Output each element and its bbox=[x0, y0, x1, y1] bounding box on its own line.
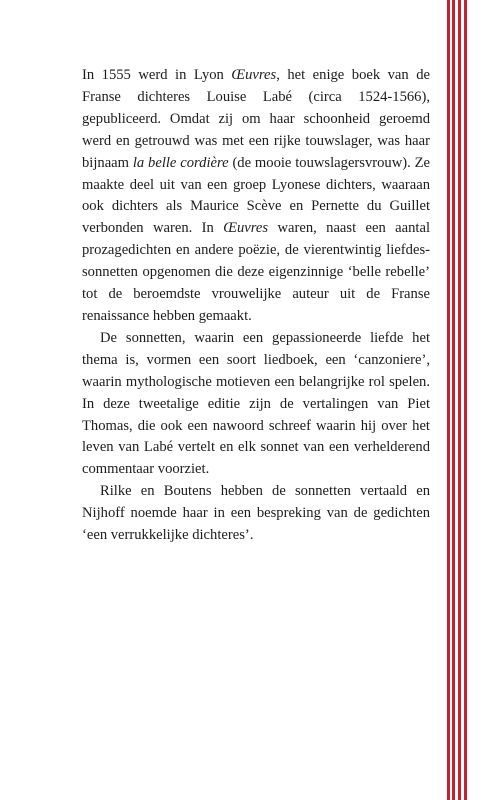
book-title-oeuvres: Œuvres bbox=[231, 67, 277, 83]
stripe bbox=[464, 0, 467, 800]
text-segment: De sonnetten, waarin een gepassioneerde liefde het thema is, vormen een soort liedboek, een ‘canzoniere’, waarin mythologische motieven een belangrijke rol spelen. In deze tweetalige editie zijn de vertalingen van Piet Thomas, die ook een nawoord schreef waarin hij over het leven van Labé vertelt en elk sonnet van een verhelderend commentaar voorziet. bbox=[82, 329, 430, 478]
paragraph-sonnets bbox=[82, 328, 430, 481]
decorative-stripes bbox=[447, 0, 469, 800]
nickname-la-belle-cordiere: la belle cordière bbox=[132, 154, 229, 171]
text-segment: Rilke en Boutens hebben de sonnetten vertaald en Nijhoff noemde haar in een bespreking van de gedichten ‘een verrukkelijke dichteres’. bbox=[82, 483, 430, 544]
paragraph-intro bbox=[82, 65, 430, 328]
text-segment: In 1555 werd in Lyon bbox=[82, 67, 232, 83]
paragraph-translations bbox=[82, 481, 430, 547]
text-segment: waren, naast een aantal prozagedichten en andere poëzie, de vierentwintig liefdessonnetten opgenomen die deze eigenzinnige ‘belle rebelle’ tot de beroemdste vrouwelijke auteur uit de Franse renaissance hebben gemaakt. bbox=[82, 220, 431, 324]
book-title-oeuvres: Œuvres bbox=[223, 220, 269, 237]
blurb-text bbox=[82, 65, 430, 547]
text-segment: (de mooie touwslagersvrouw). Ze maakte deel uit van een groep Lyonese dichters, waaraan ook dichters als Maurice Scève en Pernette du Guillet verbonden waren. In bbox=[82, 154, 430, 237]
text-segment: , het enige boek van de Franse dichteres Louise Labé (circa 1524-1566), gepubliceerd. Omdat zij om haar schoonheid geroemd werd en getrouwd was met een rijke touwslager, was haar bijnaam bbox=[82, 67, 430, 171]
